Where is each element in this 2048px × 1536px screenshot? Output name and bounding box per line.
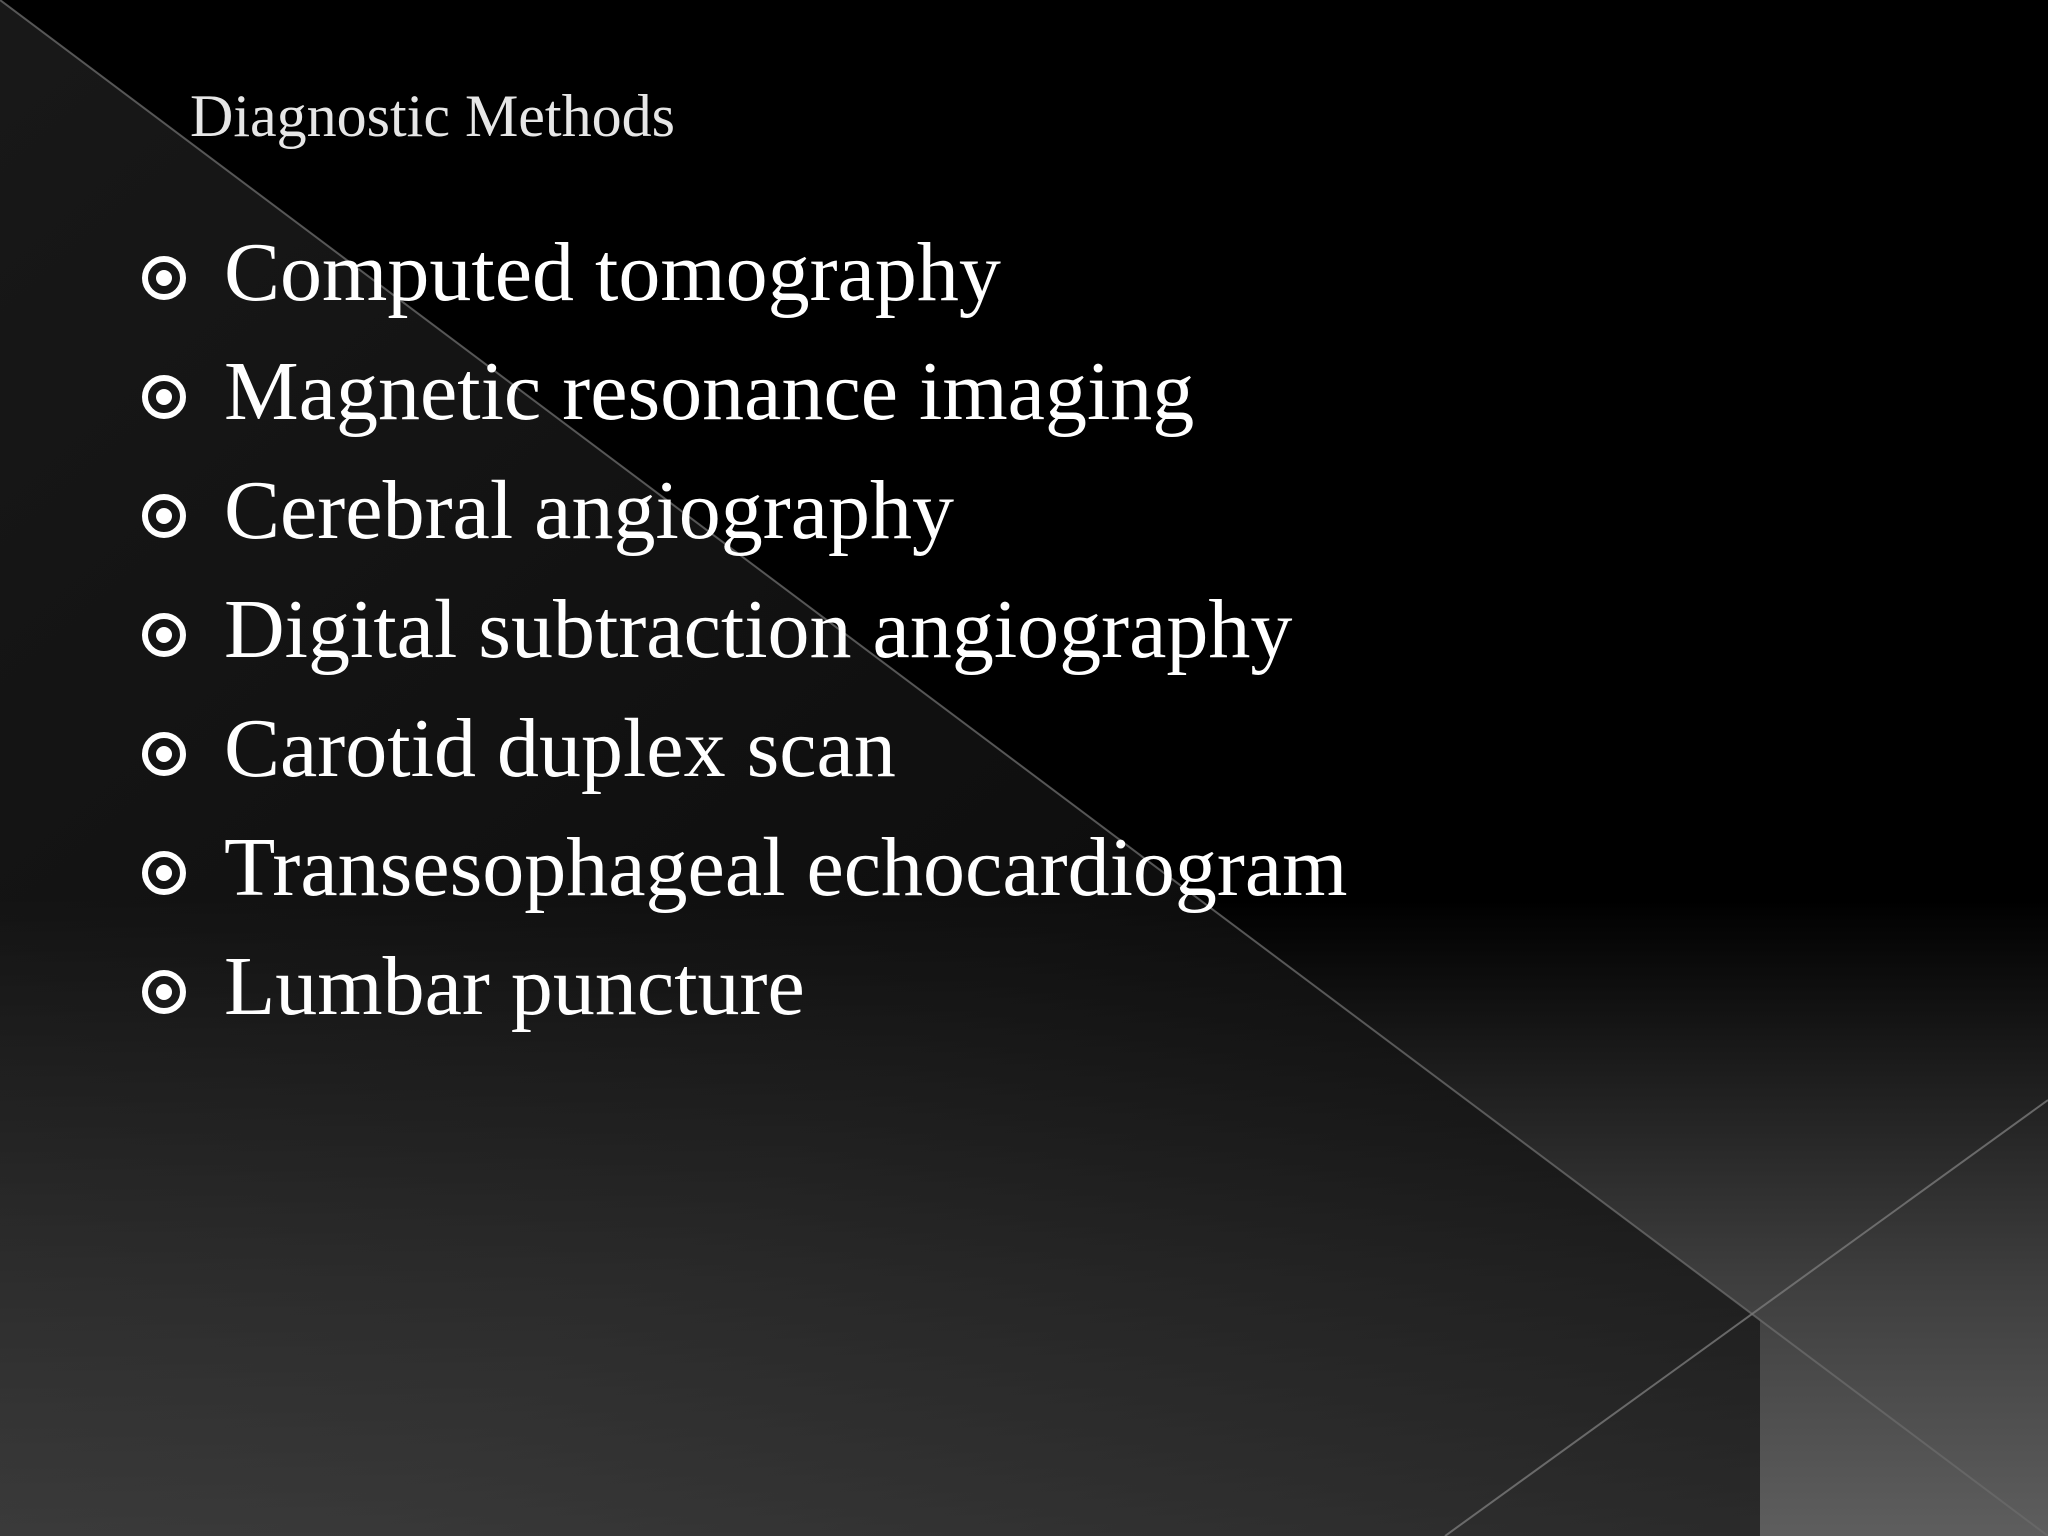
bullet-text: Computed tomography	[224, 226, 1001, 319]
bullet-text: Magnetic resonance imaging	[224, 345, 1195, 438]
circle-dot-icon	[140, 373, 188, 421]
circle-dot-icon	[140, 968, 188, 1016]
bullet-text: Cerebral angiography	[224, 464, 955, 557]
circle-dot-icon	[140, 849, 188, 897]
slide-title: Diagnostic Methods	[190, 83, 675, 149]
circle-dot-icon	[140, 492, 188, 540]
bullet-text: Digital subtraction angiography	[224, 583, 1293, 676]
bullet-text: Carotid duplex scan	[224, 702, 896, 795]
bullet-text: Lumbar puncture	[224, 940, 805, 1033]
circle-dot-icon	[140, 611, 188, 659]
circle-dot-icon	[140, 730, 188, 778]
bullet-text: Transesophageal echocardiogram	[224, 821, 1348, 914]
circle-dot-icon	[140, 254, 188, 302]
